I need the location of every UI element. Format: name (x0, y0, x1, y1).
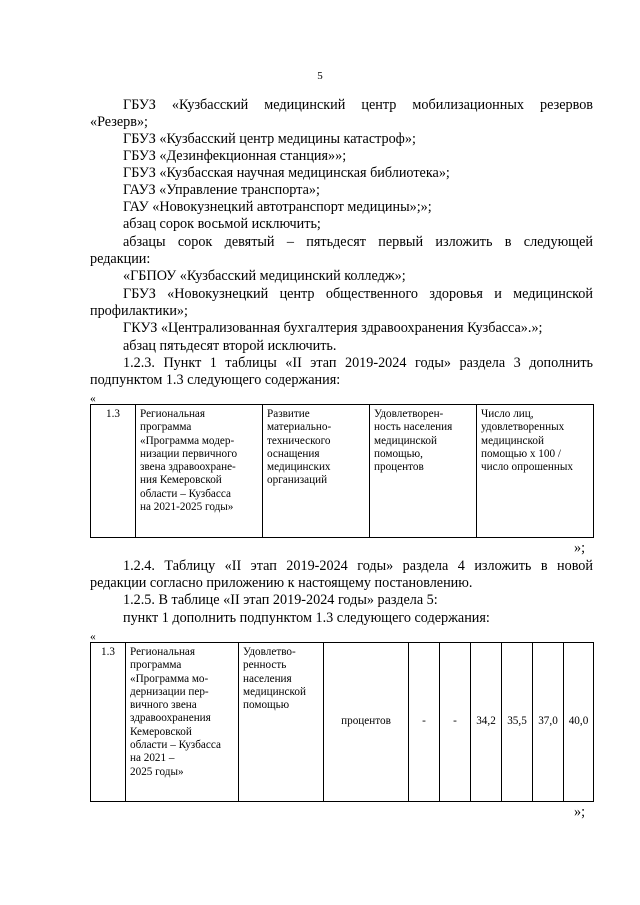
paragraph-line: профилактики»; (90, 303, 188, 319)
cell-line: число опрошенных (481, 461, 573, 474)
cell-line: медицинских (267, 461, 331, 474)
table-cell-num: 1.3 (91, 643, 126, 802)
cell-line: здравоохранения (130, 712, 211, 725)
paragraph-line: пункт 1 дополнить подпунктом 1.3 следующего содержания: (123, 610, 490, 626)
cell-line: материально- (267, 421, 332, 434)
cell-line: Удовлетворен- (374, 408, 444, 420)
paragraph-line: ГБУЗ «Кузбасская научная медицинская библиотека»; (123, 165, 450, 181)
cell-line: дернизации пер- (130, 685, 209, 698)
cell-line: помощью (243, 699, 290, 712)
cell-line: «Программа модер- (140, 434, 235, 447)
paragraph-line: ГБУЗ «Кузбасский медицинский центр мобилизационных резервов (123, 97, 593, 113)
cell-line: медицинской (481, 434, 544, 447)
paragraph-line: ГАУ «Новокузнецкий автотранспорт медицины»;»; (123, 199, 432, 215)
paragraph-line: ГБУЗ «Дезинфекционная станция»»; (123, 148, 347, 164)
closing-quote: »; (574, 540, 586, 556)
cell-line: «Программа мо- (130, 672, 209, 685)
cell-line: медицинской (374, 434, 437, 447)
paragraph-line: 1.2.3. Пункт 1 таблицы «II этап 2019-2024 годы» раздела 3 дополнить (123, 355, 593, 371)
cell-line: области – Кузбасса (140, 487, 231, 500)
cell-line: Региональная (130, 646, 196, 658)
cell-line: программа (130, 659, 182, 672)
paragraph-line: абзацы сорок девятый – пятьдесят первый изложить в следующей (123, 234, 593, 250)
open-quote: « (90, 631, 96, 643)
cell-line: звена здравоохране- (140, 461, 236, 474)
table-cell-goal (263, 405, 370, 538)
cell-line: процентов (374, 461, 424, 474)
cell-line: Развитие (267, 408, 310, 420)
cell-line: Удовлетво- (243, 646, 296, 658)
cell-line: медицинской (243, 685, 306, 698)
paragraph-line: ГАУЗ «Управление транспорта»; (123, 182, 320, 198)
open-quote: « (90, 393, 96, 405)
cell-line: программа (140, 421, 192, 434)
cell-line: на 2021 – (130, 752, 175, 765)
paragraph-line: редакции согласно приложению к настоящему постановлению. (90, 575, 473, 591)
cell-line: ность населения (374, 421, 453, 434)
paragraph-line: абзац сорок восьмой исключить; (123, 216, 321, 232)
cell-line: 2025 годы» (130, 765, 184, 778)
paragraph-line: редакции: (90, 251, 151, 267)
page-number: 5 (317, 70, 323, 82)
table-cell-value: - (409, 643, 440, 802)
cell-line: помощью, (374, 447, 423, 460)
table-cell-program (126, 643, 239, 802)
paragraph-line: «ГБПОУ «Кузбасский медицинский колледж»; (123, 268, 406, 284)
table-cell-value: 35,5 (502, 643, 533, 802)
table-cell-num: 1.3 (91, 405, 136, 538)
cell-line: оснащения (267, 447, 320, 460)
table-cell-value: 37,0 (533, 643, 564, 802)
cell-line: Региональная (140, 408, 206, 420)
cell-line: населения (243, 672, 292, 685)
paragraph-line: ГБУЗ «Новокузнецкий центр общественного здоровья и медицинской (123, 286, 593, 302)
cell-line: на 2021-2025 годы» (140, 501, 234, 514)
cell-line: организаций (267, 474, 328, 487)
cell-line: помощью х 100 / (481, 447, 561, 460)
cell-line: ренность (243, 659, 287, 672)
table-cell-indicator (239, 643, 324, 802)
paragraph-line: абзац пятьдесят второй исключить. (123, 338, 337, 354)
cell-line: удовлетворенных (481, 421, 565, 434)
cell-line: вичного звена (130, 699, 197, 712)
paragraph-line: ГБУЗ «Кузбасский центр медицины катастроф»; (123, 131, 416, 147)
cell-line: области – Кузбасса (130, 739, 221, 752)
table-cell-value: 34,2 (471, 643, 502, 802)
table-cell-program (136, 405, 263, 538)
cell-line: низации первичного (140, 447, 238, 460)
paragraph-line: 1.2.4. Таблицу «II этап 2019-2024 годы» раздела 4 изложить в новой (123, 558, 593, 574)
paragraph-line: подпунктом 1.3 следующего содержания: (90, 372, 341, 388)
table-cell-value: - (440, 643, 471, 802)
cell-line: Число лиц, (481, 408, 534, 420)
closing-quote: »; (574, 804, 586, 820)
cell-line: Кемеровской (130, 725, 192, 738)
table-row (91, 643, 594, 802)
cell-line: технического (267, 434, 331, 447)
paragraph-line: 1.2.5. В таблице «II этап 2019-2024 годы» раздела 5: (123, 592, 438, 608)
table-cell-indicator (370, 405, 477, 538)
table-row (91, 405, 594, 538)
table-cell-unit: процентов (324, 643, 409, 802)
cell-line: ния Кемеровской (140, 474, 222, 487)
table-subitem-1-3-section5 (90, 642, 594, 802)
table-cell-formula (477, 405, 594, 538)
table-subitem-1-3-section3 (90, 404, 594, 538)
paragraph-line: «Резерв»; (90, 114, 148, 130)
table-cell-value: 40,0 (564, 643, 594, 802)
paragraph-line: ГКУЗ «Централизованная бухгалтерия здравоохранения Кузбасса».»; (123, 320, 543, 336)
